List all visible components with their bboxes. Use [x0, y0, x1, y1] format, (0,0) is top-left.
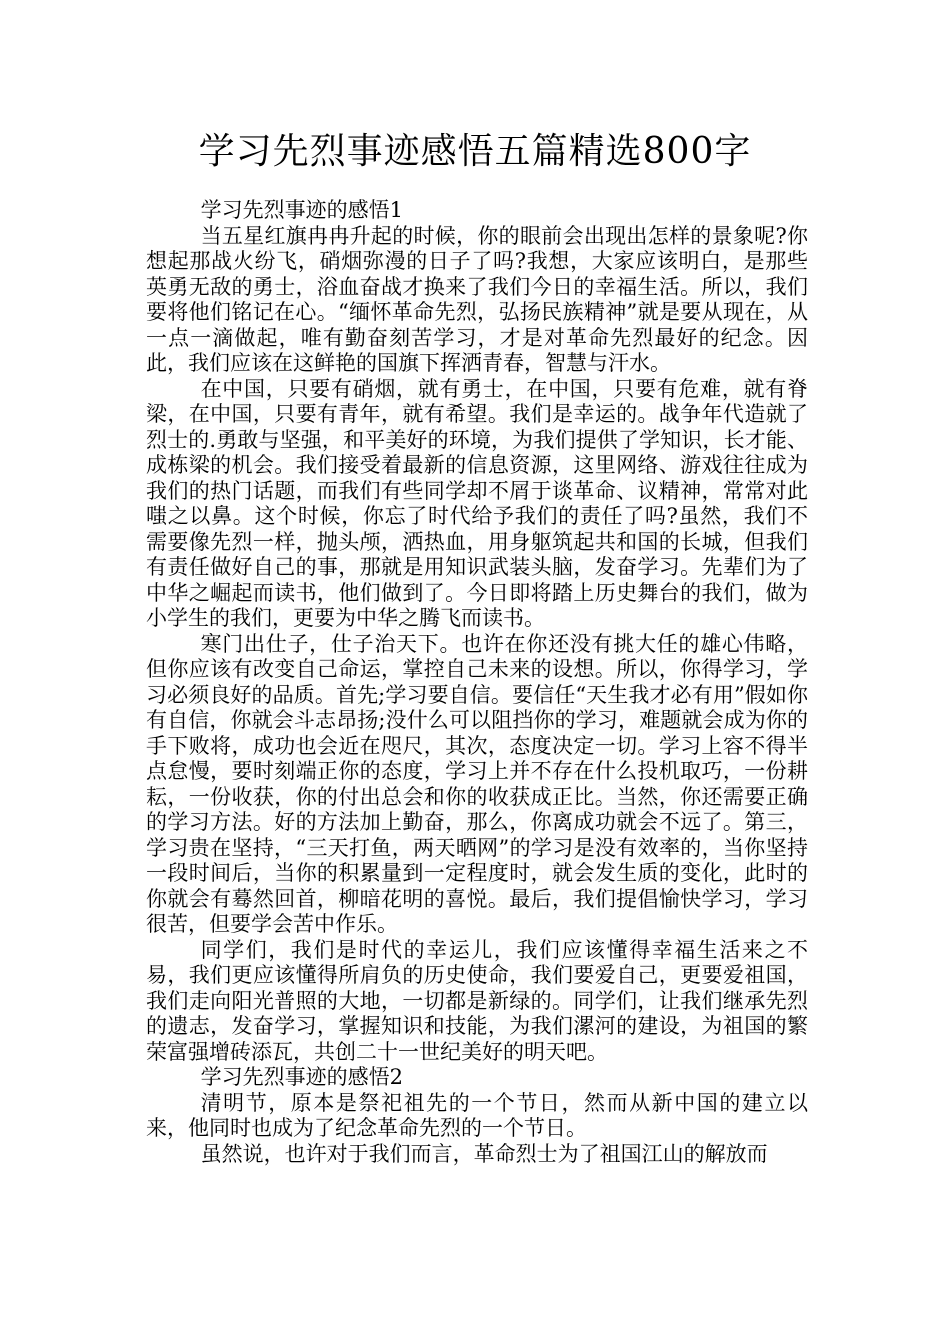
section-2 — [146, 1065, 808, 1167]
paragraph: 同学们，我们是时代的幸运儿，我们应该懂得幸福生活来之不易，我们更应该懂得所肩负的历史使命，我们要爱自己，更要爱祖国，我们走向阳光普照的大地，一切都是新绿的。同学们，让我们继承先烈的遗志，发奋学习，掌握知识和技能，为我们漯河的建设，为祖国的繁荣富强增砖添瓦，共创二十一世纪美好的明天吧。 — [146, 937, 808, 1064]
paragraph: 清明节，原本是祭祀祖先的一个节日，然而从新中国的建立以来，他同时也成为了纪念革命先烈的一个节日。 — [146, 1090, 808, 1140]
paragraph: 当五星红旗冉冉升起的时候，你的眼前会出现出怎样的景象呢?你想起那战火纷飞，硝烟弥漫的日子了吗?我想，大家应该明白，是那些英勇无敌的勇士，浴血奋战才换来了我们今日的幸福生活。所以，我们要将他们铭记在心。“缅怀革命先烈，弘扬民族精神”就是要从现在，从一点一滴做起，唯有勤奋刻苦学习，才是对革命先烈最好的纪念。因此，我们应该在这鲜艳的国旗下挥洒青春，智慧与汗水。 — [146, 223, 808, 375]
section-heading: 学习先烈事迹的感悟1 — [200, 198, 403, 222]
paragraph: 寒门出仕子，仕子治天下。也许在你还没有挑大任的雄心伟略，但你应该有改变自己命运，掌控自己未来的设想。所以，你得学习，学习必须良好的品质。首先;学习要自信。要信任“天生我才必有用”假如你有自信，你就会斗志昂扬;没什么可以阻挡你的学习，难题就会成为你的手下败将，成功也会近在咫尺，其次，态度决定一切。学习上容不得半点怠慢，要时刻端正你的态度，学习上并不存在什么投机取巧，一份耕耘，一份收获，你的付出总会和你的收获成正比。当然，你还需要正确的学习方法。好的方法加上勤奋，那么，你离成功就会不远了。第三，学习贵在坚持，“三天打鱼，两天晒网”的学习是没有效率的，当你坚持一段时间后，当你的积累量到一定程度时，就会发生质的变化，此时的你就会有蓦然回首，柳暗花明的喜悦。最后，我们提倡愉快学习，学习很苦，但要学会苦中作乐。 — [146, 631, 808, 936]
document-body — [146, 198, 808, 1167]
section-1 — [146, 198, 808, 1065]
paragraph: 虽然说，也许对于我们而言，革命烈士为了祖国江山的解放而 — [200, 1141, 768, 1166]
section-heading: 学习先烈事迹的感悟2 — [200, 1065, 403, 1089]
document-title: 学习先烈事迹感悟五篇精选800字 — [198, 131, 752, 172]
paragraph: 在中国，只要有硝烟，就有勇士，在中国，只要有危难，就有脊梁，在中国，只要有青年，就有希望。我们是幸运的。战争年代造就了烈士的.勇敢与坚强，和平美好的环境，为我们提供了学知识，长才能、成栋梁的机会。我们接受着最新的信息资源，这里网络、游戏往往成为我们的热门话题，而我们有些同学却不屑于谈革命、议精神，常常对此嗤之以鼻。这个时候，你忘了时代给予我们的责任了吗?虽然，我们不需要像先烈一样，抛头颅，洒热血，用身躯筑起共和国的长城，但我们有责任做好自己的事，那就是用知识武装头脑，发奋学习。先辈们为了中华之崛起而读书，他们做到了。今日即将踏上历史舞台的我们，做为小学生的我们，更要为中华之腾飞而读书。 — [146, 376, 808, 630]
